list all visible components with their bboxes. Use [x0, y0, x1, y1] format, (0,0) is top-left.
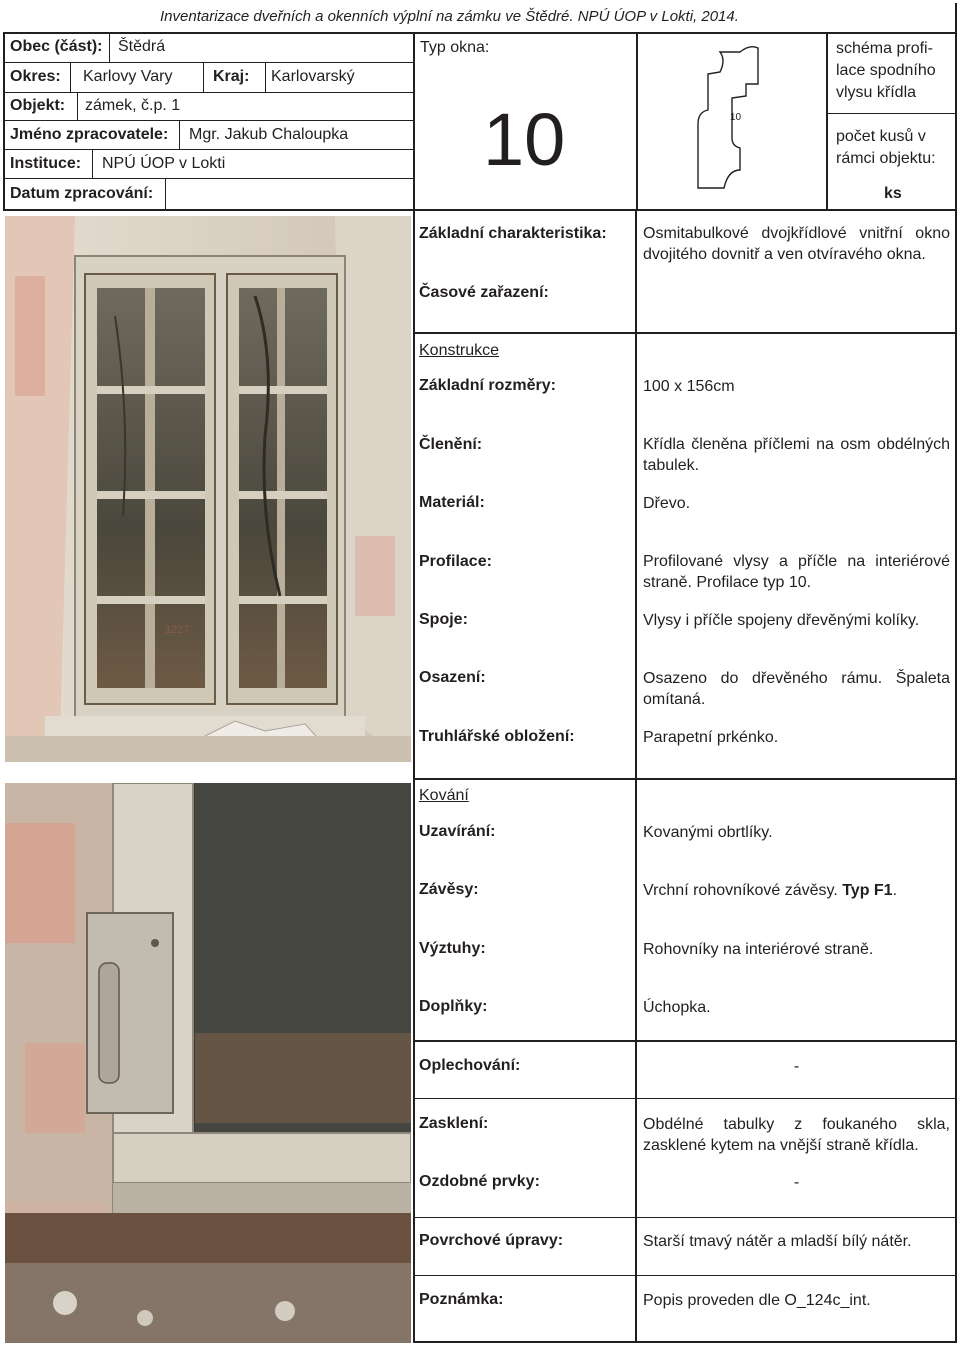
- material-label: Materiál:: [419, 494, 485, 511]
- jmeno-value: Mgr. Jakub Chaloupka: [189, 126, 349, 143]
- material-value: Dřevo.: [643, 495, 691, 512]
- truhlarske-label: Truhlářské obložení:: [419, 728, 575, 745]
- doplnky-label: Doplňky:: [419, 998, 488, 1015]
- schema-label-3: vlysu křídla: [836, 84, 917, 101]
- ozdobne-label: Ozdobné prvky:: [419, 1173, 540, 1190]
- obec-label: Obec (část):: [10, 38, 103, 55]
- photo-hinge-detail: [5, 783, 411, 1343]
- pencil-note: 1227: [165, 624, 190, 636]
- vyztuhy-value: Rohovníky na interiérové straně.: [643, 941, 874, 958]
- osazeni-value: Osazeno do dřevěného rámu. Špaleta omítaná.: [643, 670, 950, 708]
- obec-value: Štědrá: [118, 38, 166, 55]
- okres-label: Okres:: [10, 68, 61, 85]
- spoje-value: Vlysy i příčle spojeny dřevěnými kolíky.: [643, 612, 920, 629]
- type-label: Typ okna:: [420, 39, 490, 56]
- zavesy-label: Závěsy:: [419, 881, 479, 898]
- zavesy-type: Typ F1: [842, 882, 893, 899]
- rozmery-label: Základní rozměry:: [419, 377, 556, 394]
- details-table: [413, 210, 956, 1343]
- objekt-value: zámek, č.p. 1: [85, 97, 181, 114]
- povrchove-label: Povrchové úpravy:: [419, 1232, 564, 1249]
- objekt-label: Objekt:: [10, 97, 66, 114]
- profile-number: 10: [730, 112, 742, 123]
- document-title: Inventarizace dveřních a okenních výplní na zámku ve Štědré. NPÚ ÚOP v Lokti, 2014.: [160, 8, 739, 25]
- casove-label: Časové zařazení:: [419, 284, 549, 301]
- count-label-2: rámci objektu:: [836, 150, 936, 167]
- schema-label-1: schéma profi-: [836, 40, 933, 57]
- hinge-photo-illustration: [5, 783, 411, 1343]
- jmeno-label: Jméno zpracovatele:: [10, 126, 169, 143]
- count-unit: ks: [884, 185, 902, 202]
- zakladni-value: Osmitabulkové dvojkřídlové vnitřní okno dvojitého dovnitř a ven otvíravého okna.: [643, 225, 950, 263]
- osazeni-label: Osazení:: [419, 669, 486, 686]
- kraj-label: Kraj:: [213, 68, 250, 85]
- type-number: 10: [483, 98, 566, 181]
- window-photo-illustration: [5, 216, 411, 762]
- info-block: [3, 32, 413, 210]
- oplechovani-value: -: [793, 1058, 800, 1075]
- rozmery-value: 100 x 156cm: [643, 378, 735, 395]
- spoje-label: Spoje:: [419, 611, 468, 628]
- konstrukce-heading: Konstrukce: [419, 342, 500, 359]
- cleneni-value: Křídla členěna příčlemi na osm obdélných tabulek.: [643, 436, 950, 474]
- profilace-label: Profilace:: [419, 553, 492, 570]
- truhlarske-value: Parapetní prkénko.: [643, 729, 779, 746]
- count-label-1: počet kusů v: [836, 128, 926, 145]
- kovani-heading: Kování: [419, 787, 469, 804]
- vyztuhy-label: Výztuhy:: [419, 940, 486, 957]
- schema-label-2: lace spodního: [836, 62, 936, 79]
- zaskleni-value: Obdélné tabulky z foukaného skla, zasklené kytem na vnější straně křídla.: [643, 1116, 950, 1154]
- poznamka-label: Poznámka:: [419, 1291, 504, 1308]
- zaskleni-label: Zasklení:: [419, 1115, 489, 1132]
- zavesy-value: Vrchní rohovníkové závěsy. Typ F1.: [643, 882, 898, 899]
- uzavirani-value: Kovanými obrtlíky.: [643, 824, 773, 841]
- povrchove-value: Starší tmavý nátěr a mladší bílý nátěr.: [643, 1233, 912, 1250]
- profilace-value: Profilované vlysy a příčle na interiérové straně. Profilace typ 10.: [643, 553, 950, 591]
- photo-window-interior: [5, 216, 411, 762]
- cleneni-label: Členění:: [419, 436, 483, 453]
- oplechovani-label: Oplechování:: [419, 1057, 521, 1074]
- zakladni-label: Základní charakteristika:: [419, 225, 607, 242]
- uzavirani-label: Uzavírání:: [419, 823, 496, 840]
- instituce-value: NPÚ ÚOP v Lokti: [102, 155, 226, 172]
- kraj-value: Karlovarský: [271, 68, 355, 85]
- poznamka-value: Popis proveden dle O_124c_int.: [643, 1292, 871, 1309]
- okres-value: Karlovy Vary: [83, 68, 173, 85]
- ozdobne-value: -: [793, 1174, 800, 1191]
- datum-label: Datum zpracování:: [10, 185, 154, 202]
- doplnky-value: Úchopka.: [643, 999, 711, 1016]
- instituce-label: Instituce:: [10, 155, 82, 172]
